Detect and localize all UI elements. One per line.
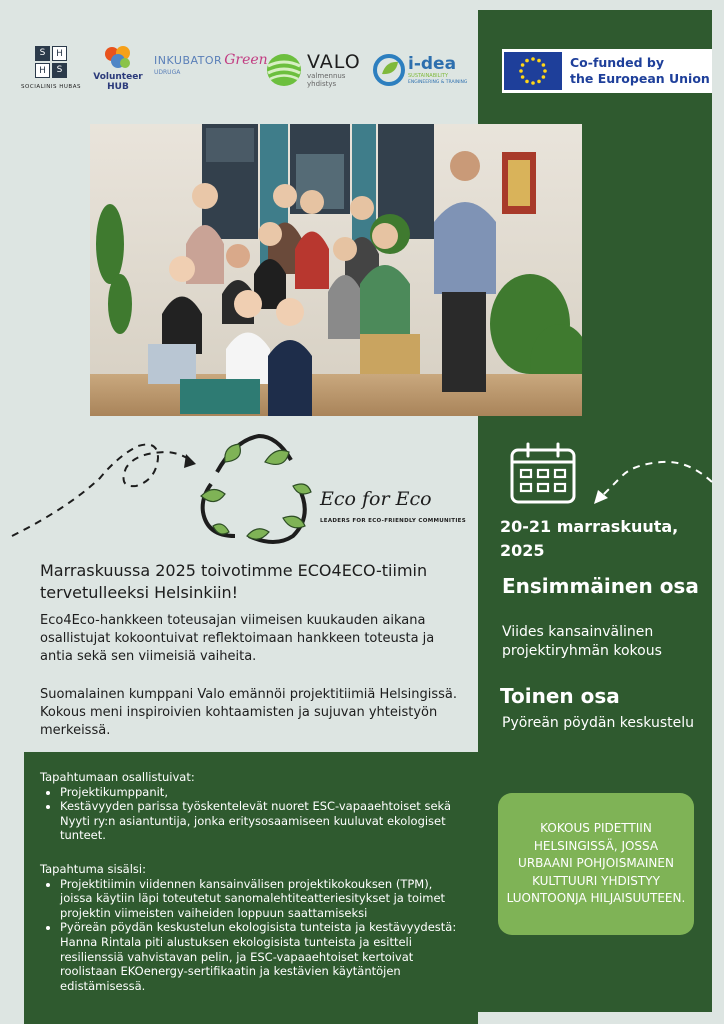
location-callout xyxy=(498,793,694,935)
contents-heading: Tapahtuma sisälsi: xyxy=(40,862,146,876)
intro-paragraph-2: Suomalainen kumppani Valo emännöi projektitiimiä Helsingissä. Kokous meni inspiroivien kohtaamisten ja sujuvan yhteistyön merkeissä. xyxy=(40,687,458,738)
eco-for-eco-tagline: LEADERS FOR ECO-FRIENDLY COMMUNITIES xyxy=(320,518,466,524)
valo-logo: VALO valmennus yhdistys xyxy=(265,48,367,92)
dashed-arrow-right-icon xyxy=(588,456,716,506)
volunteer-hands-icon xyxy=(103,44,133,72)
eu-cofunded-badge xyxy=(502,49,712,93)
eu-line1: Co-funded by xyxy=(570,55,665,70)
socialinis-hubas-logo: S H H S SOCIALINIS HUBAS xyxy=(21,48,81,90)
group-photo xyxy=(90,124,582,416)
part1-title: Ensimmäinen osa xyxy=(502,574,699,598)
volunteer-hub-logo: Volunteer HUB xyxy=(90,44,146,98)
eu-flag-icon xyxy=(504,52,562,90)
eco-for-eco-title: Eco for Eco xyxy=(320,488,432,510)
participants-section xyxy=(40,770,460,843)
list-item: • Pyöreän pöydän keskustelun ekologisista tunteista ja kestävyydestä: Hanna Rintala piti alustuksen ekologisista tunteista ja esitteli resilienssiä vahvistavan pelin, ja ESC-vapaaehtoiset kertoivat roolistaan EKOenergy-sertifikaatin ja kestävien käytäntöjen edistämisessä. xyxy=(60,920,460,993)
valo-globe-icon xyxy=(265,52,303,88)
participants-heading: Tapahtumaan osallistuivat: xyxy=(40,770,195,784)
part1-description: Viides kansainvälinen projektiryhmän kokous xyxy=(502,624,662,659)
list-item: • Projektitiimin viidennen kansainvälisen projektikokouksen (TPM), joissa käytiin läpi toteutetut sanomalehtiteatteriesitykset ja toimet projektin viimeisten vaiheiden loppuun saattamiseksi xyxy=(60,877,460,921)
part2-title: Toinen osa xyxy=(500,684,620,708)
intro-heading: Marraskuussa 2025 toivotimme ECO4ECO-tiimin tervetulleeksi Helsinkiin! xyxy=(40,561,428,602)
intro-paragraph-1: Eco4Eco-hankkeen toteusajan viimeisen kuukauden aikana osallistujat kokoontuivat reflektoimaan hankkeen toteusta ja antia sekä sen viimeisiä vaiheita. xyxy=(40,613,435,664)
contents-section xyxy=(40,862,460,993)
list-item: • Projektikumppanit, xyxy=(60,785,460,800)
dashed-arrow-left-icon xyxy=(8,438,208,542)
location-text: KOKOUS PIDETTIIN HELSINGISSÄ, JOSSA URBAANI POHJOISMAINEN KULTTUURI YHDISTYY LUONTOONJA HILJAISUUTEEN. xyxy=(506,821,686,906)
calendar-icon xyxy=(508,440,578,506)
part2-description: Pyöreän pöydän keskustelu xyxy=(502,715,695,731)
idea-leaf-icon xyxy=(372,53,406,87)
recycle-leaves-icon xyxy=(195,432,315,550)
participants-list xyxy=(40,785,460,843)
event-date: 20-21 marraskuuta, 2025 xyxy=(500,517,679,560)
inkubator-green-logo: INKUBATOR Green UDRUGA xyxy=(154,52,268,76)
idea-sustainability-logo: i-dea SUSTAINABILITY ENGINEERING & TRAINING xyxy=(372,48,468,92)
eu-line2: the European Union xyxy=(570,71,710,86)
contents-list xyxy=(40,877,460,994)
list-item: • Kestävyyden parissa työskentelevät nuoret ESC-vapaaehtoiset sekä Nyyti ry:n asiantuntija, jonka eritysosaamiseen kuuluvat ekologiset tunteet. xyxy=(60,799,460,843)
